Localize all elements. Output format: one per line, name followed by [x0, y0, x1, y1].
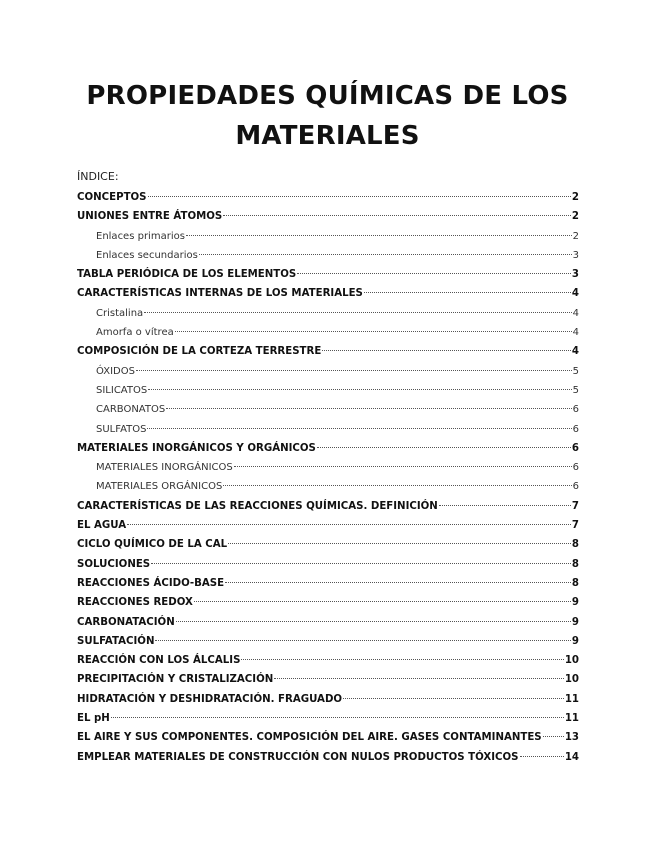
toc-entry-label: CARACTERÍSTICAS INTERNAS DE LOS MATERIALES — [77, 288, 363, 300]
dot-leader — [127, 524, 571, 525]
toc-entry-label: UNIONES ENTRE ÁTOMOS — [77, 211, 223, 223]
toc-entry[interactable] — [77, 497, 579, 516]
toc-entry[interactable] — [77, 188, 579, 207]
toc-entry[interactable] — [77, 439, 579, 458]
toc-entry-label: CARBONATACIÓN — [77, 616, 175, 628]
toc-entry-label: SULFATACIÓN — [77, 635, 155, 647]
toc-page-number: 8 — [571, 577, 579, 589]
toc-subentry[interactable] — [77, 246, 579, 265]
toc-entry-label: REACCIONES ÁCIDO-BASE — [77, 577, 225, 589]
toc-entry-label: CONCEPTOS — [77, 192, 147, 203]
toc-entry-label: SULFATOS — [96, 423, 147, 435]
toc-page-number: 8 — [571, 558, 579, 570]
toc-page-number: 9 — [571, 597, 579, 609]
dot-leader — [186, 235, 572, 236]
dot-leader — [148, 196, 571, 197]
toc-page-number: 4 — [571, 288, 579, 300]
toc-entry-label: Cristalina — [96, 307, 144, 319]
toc-entry[interactable] — [77, 748, 579, 767]
toc-entry[interactable] — [77, 207, 579, 226]
toc-page-number: 9 — [571, 616, 579, 628]
dot-leader — [274, 678, 564, 679]
toc-entry-label: CICLO QUÍMICO DE LA CAL — [77, 539, 228, 551]
dot-leader — [148, 389, 571, 390]
toc-entry-label: PRECIPITACIÓN Y CRISTALIZACIÓN — [77, 674, 274, 686]
dot-leader — [147, 428, 571, 429]
toc-page-number: 7 — [571, 520, 579, 532]
toc-entry[interactable] — [77, 728, 579, 747]
toc-subentry[interactable] — [77, 227, 579, 246]
toc-entry-label: MATERIALES INORGÁNICOS Y ORGÁNICOS — [77, 442, 316, 454]
toc-page-number: 5 — [572, 384, 579, 396]
toc-subentry[interactable] — [77, 381, 579, 400]
dot-leader — [136, 370, 572, 371]
toc-page-number: 6 — [572, 462, 579, 474]
toc-page-number: 10 — [564, 674, 579, 686]
dot-leader — [520, 756, 564, 757]
toc-entry[interactable] — [77, 593, 579, 612]
dot-leader — [322, 350, 571, 351]
toc-page-number: 11 — [564, 713, 579, 725]
toc-page-number: 6 — [572, 423, 579, 435]
toc-subentry[interactable] — [77, 477, 579, 496]
document-title: PROPIEDADES QUÍMICAS DE LOS MATERIALES — [86, 81, 569, 151]
toc-entry[interactable] — [77, 574, 579, 593]
toc-page-number: 14 — [564, 751, 579, 763]
dot-leader — [223, 485, 571, 486]
toc-entry-label: EMPLEAR MATERIALES DE CONSTRUCCIÓN CON NULOS PRODUCTOS TÓXICOS — [77, 751, 519, 763]
toc-page-number: 2 — [572, 230, 579, 242]
toc-entry[interactable] — [77, 709, 579, 728]
toc-entry-label: HIDRATACIÓN Y DESHIDRATACIÓN. FRAGUADO — [77, 693, 343, 705]
dot-leader — [175, 331, 572, 332]
dot-leader — [194, 601, 571, 602]
toc-entry-label: REACCIONES REDOX — [77, 597, 193, 609]
toc-page-number: 4 — [572, 327, 579, 339]
toc-page-number: 6 — [572, 481, 579, 493]
toc-entry[interactable] — [77, 613, 579, 632]
toc-subentry[interactable] — [77, 323, 579, 342]
toc-subentry[interactable] — [77, 420, 579, 439]
toc-entry[interactable] — [77, 265, 579, 284]
toc-page-number: 5 — [572, 365, 579, 377]
toc-entry[interactable] — [77, 555, 579, 574]
toc-entry[interactable] — [77, 690, 579, 709]
toc-page-number: 2 — [571, 192, 579, 203]
dot-leader — [223, 215, 571, 216]
toc-page-number: 9 — [571, 635, 579, 647]
toc-subentry[interactable] — [77, 400, 579, 419]
dot-leader — [234, 466, 572, 467]
dot-leader — [225, 582, 571, 583]
toc-entry-label: COMPOSICIÓN DE LA CORTEZA TERRESTRE — [77, 346, 322, 358]
toc-entry-label: TABLA PERIÓDICA DE LOS ELEMENTOS — [77, 269, 297, 281]
dot-leader — [439, 505, 571, 506]
toc-entry[interactable] — [77, 632, 579, 651]
dot-leader — [297, 273, 571, 274]
index-heading: ÍNDICE: — [77, 170, 119, 183]
toc-subentry[interactable] — [77, 458, 579, 477]
toc-entry[interactable] — [77, 342, 579, 361]
toc-page-number: 4 — [571, 346, 579, 358]
dot-leader — [111, 717, 564, 718]
toc-entry[interactable] — [77, 516, 579, 535]
toc-entry-label: MATERIALES ORGÁNICOS — [96, 481, 223, 493]
dot-leader — [343, 698, 564, 699]
dot-leader — [155, 640, 570, 641]
toc-page-number: 10 — [564, 655, 579, 667]
toc-entry-label: EL AIRE Y SUS COMPONENTES. COMPOSICIÓN DEL AIRE. GASES CONTAMINANTES — [77, 732, 542, 744]
toc-entry-label: Amorfa o vítrea — [96, 327, 174, 339]
toc-page-number: 3 — [572, 249, 579, 261]
dot-leader — [543, 736, 564, 737]
toc-entry-label: MATERIALES INORGÁNICOS — [96, 462, 233, 474]
toc-entry-label: EL AGUA — [77, 520, 127, 532]
toc-subentry[interactable] — [77, 304, 579, 323]
toc-entry-label: SILICATOS — [96, 384, 148, 396]
dot-leader — [228, 543, 571, 544]
toc-page-number: 8 — [571, 539, 579, 551]
toc-entry-label: Enlaces secundarios — [96, 249, 198, 261]
dot-leader — [176, 621, 571, 622]
dot-leader — [364, 292, 571, 293]
toc-entry-label: Enlaces primarios — [96, 230, 185, 242]
toc-entry[interactable] — [77, 670, 579, 689]
dot-leader — [317, 447, 571, 448]
dot-leader — [241, 659, 563, 660]
toc-page-number: 2 — [571, 211, 579, 223]
toc-page-number: 11 — [564, 693, 579, 705]
toc-entry[interactable] — [77, 535, 579, 554]
dot-leader — [144, 312, 571, 313]
table-of-contents — [77, 188, 579, 767]
toc-entry[interactable] — [77, 284, 579, 303]
toc-page-number: 4 — [572, 307, 579, 319]
toc-entry-label: CARBONATOS — [96, 404, 166, 416]
toc-subentry[interactable] — [77, 362, 579, 381]
toc-page-number: 7 — [571, 500, 579, 512]
toc-entry-label: EL pH — [77, 713, 110, 725]
toc-page-number: 6 — [571, 442, 579, 454]
toc-entry-label: REACCIÓN CON LOS ÁLCALIS — [77, 655, 241, 667]
dot-leader — [166, 408, 571, 409]
toc-page-number: 6 — [572, 404, 579, 416]
dot-leader — [199, 254, 572, 255]
toc-page-number: 3 — [571, 269, 579, 281]
toc-entry-label: CARACTERÍSTICAS DE LAS REACCIONES QUÍMICAS. DEFINICIÓN — [77, 500, 438, 512]
toc-page-number: 13 — [564, 732, 579, 744]
dot-leader — [151, 563, 571, 564]
toc-entry-label: ÓXIDOS — [96, 365, 135, 377]
toc-entry-label: SOLUCIONES — [77, 558, 151, 570]
toc-entry[interactable] — [77, 651, 579, 670]
